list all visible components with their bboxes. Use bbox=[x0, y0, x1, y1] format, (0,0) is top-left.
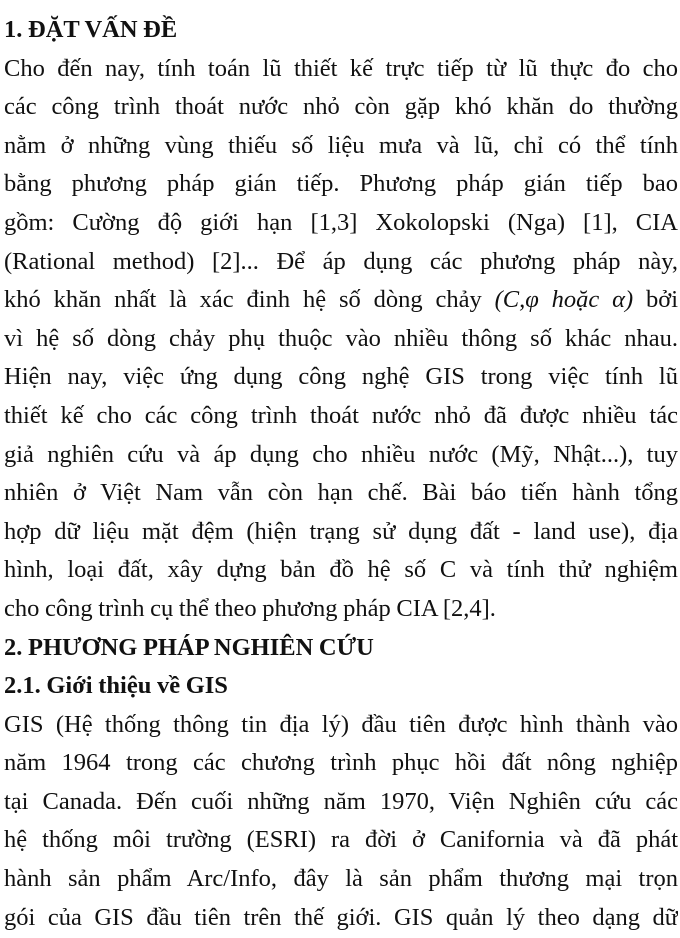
paragraph-line: GIS (Hệ thống thông tin địa lý) đầu tiên được hình thành vào bbox=[4, 710, 678, 738]
paragraph-line: năm 1964 trong các chương trình phục hồi đất nông nghiệp bbox=[4, 749, 678, 777]
paragraph-line: Cho đến nay, tính toán lũ thiết kế trực tiếp từ lũ thực đo cho bbox=[4, 54, 678, 82]
text-run: khó khăn nhất là xác đinh hệ số dòng chảy bbox=[4, 286, 495, 314]
paragraph-line: hình, loại đất, xây dựng bản đồ hệ số C và tính thử nghiệm bbox=[4, 556, 678, 584]
paragraph-line: vì hệ số dòng chảy phụ thuộc vào nhiều thông số khác nhau. bbox=[4, 324, 678, 352]
paragraph-line: gói của GIS đầu tiên trên thế giới. GIS quản lý theo dạng dữ bbox=[4, 903, 678, 931]
paragraph-line: nhiên ở Việt Nam vẫn còn hạn chế. Bài báo tiến hành tổng bbox=[4, 479, 678, 507]
italic-symbols: (C,φ hoặc α) bbox=[494, 286, 634, 314]
subsection-heading-2-1: 2.1. Giới thiệu về GIS bbox=[4, 672, 228, 700]
paragraph-line: thiết kế cho các công trình thoát nước nhỏ đã được nhiều tác bbox=[4, 401, 678, 429]
paragraph-line: cho công trình cụ thể theo phương pháp CIA [2,4]. bbox=[4, 594, 496, 622]
paragraph-line: hành sản phẩm Arc/Info, đây là sản phẩm thương mại trọn bbox=[4, 865, 678, 893]
paragraph-line: hợp dữ liệu mặt đệm (hiện trạng sử dụng đất - land use), địa bbox=[4, 517, 678, 545]
paragraph-line: tại Canada. Đến cuối những năm 1970, Viện Nghiên cứu các bbox=[4, 787, 678, 815]
section-heading-2: 2. PHƯƠNG PHÁP NGHIÊN CỨU bbox=[4, 633, 374, 661]
paragraph-line: nằm ở những vùng thiếu số liệu mưa và lũ, chỉ có thể tính bbox=[4, 131, 678, 159]
paragraph-line: các công trình thoát nước nhỏ còn gặp khó khăn do thường bbox=[4, 93, 678, 121]
paragraph-line: giả nghiên cứu và áp dụng cho nhiều nước (Mỹ, Nhật...), tuy bbox=[4, 440, 678, 468]
paragraph-line: gồm: Cường độ giới hạn [1,3] Xokolopski (Nga) [1], CIA bbox=[4, 208, 678, 236]
section-heading-1: 1. ĐẶT VẤN ĐỀ bbox=[4, 16, 178, 43]
paragraph-line bbox=[4, 281, 678, 320]
paragraph-line: Hiện nay, việc ứng dụng công nghệ GIS trong việc tính lũ bbox=[4, 363, 678, 391]
paragraph-line: (Rational method) [2]... Để áp dụng các phương pháp này, bbox=[4, 247, 678, 275]
paragraph-line: hệ thống môi trường (ESRI) ra đời ở Canifornia và đã phát bbox=[4, 826, 678, 854]
text-run: bởi bbox=[633, 286, 678, 314]
paragraph-line: bằng phương pháp gián tiếp. Phương pháp gián tiếp bao bbox=[4, 170, 678, 198]
